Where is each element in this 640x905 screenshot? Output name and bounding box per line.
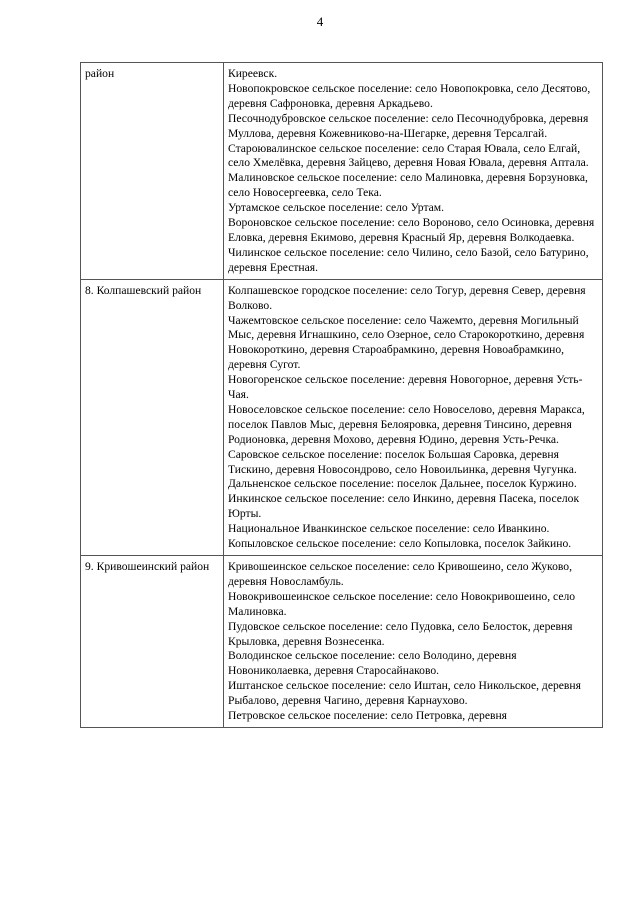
settlement-entry: Киреевск. — [228, 67, 278, 80]
district-cell: район — [81, 63, 224, 280]
settlement-entry: Новокривошеинское сельское поселение: село Новокривошеино, село Малиновка. — [228, 589, 576, 618]
settlement-entry: Инкинское сельское поселение: село Инкино, деревня Пасека, поселок Юрты. — [228, 492, 580, 521]
settlement-entry: Староювалинское сельское поселение: село Старая Ювала, село Елгай, село Хмелёвка, деревня Зайцево, деревня Новая Ювала, деревня Аптала. — [228, 141, 589, 170]
district-cell: 9. Кривошеинский район — [81, 556, 224, 728]
table-row — [81, 556, 603, 728]
settlement-entry: Малиновское сельское поселение: село Малиновка, деревня Борзуновка, село Новосергеевка, село Тека. — [228, 171, 588, 200]
table-row — [81, 63, 603, 280]
page-number: 4 — [316, 14, 324, 29]
settlement-entry: Вороновское сельское поселение: село Вороново, село Осиновка, деревня Еловка, деревня Екимово, деревня Красный Яр, деревня Волкодаевка. — [228, 216, 595, 244]
settlement-entry: Кривошеинское сельское поселение: село Кривошеино, село Жуково, деревня Новосламбуль. — [228, 560, 572, 588]
settlement-entry: Новоселовское сельское поселение: село Новоселово, деревня Маракса, поселок Павлов Мыс, деревня Белояровка, деревня Тинсино, деревня Родионовка, деревня Мохово, деревня Юдино, деревня Усть-Речка. — [228, 402, 585, 446]
settlement-entry: Пудовское сельское поселение: село Пудовка, село Белосток, деревня Крыловка, деревня Вознесенка. — [228, 619, 573, 648]
settlement-entry: Чилинское сельское поселение: село Чилино, село Базой, село Батурино, деревня Ерестная. — [228, 245, 589, 274]
settlement-entry: Колпашевское городское поселение: село Тогур, деревня Север, деревня Волково. — [228, 283, 586, 312]
settlement-entry: Национальное Иванкинское сельское поселение: село Иванкино. — [228, 522, 550, 536]
settlement-entry: Дальненское сельское поселение: поселок Дальнее, поселок Куржино. — [228, 477, 577, 491]
settlements-cell — [224, 63, 603, 280]
settlement-entry: Иштанское сельское поселение: село Иштан, село Никольское, деревня Рыбалово, деревня Чагино, деревня Карнаухово. — [228, 679, 581, 708]
table-row — [81, 279, 603, 555]
settlement-entry: Копыловское сельское поселение: село Копыловка, поселок Зайкино. — [228, 537, 572, 551]
settlement-entry: Чажемтовское сельское поселение: село Чажемто, деревня Могильный Мыс, деревня Игнашкино, село Озерное, село Старокороткино, деревня Новокороткино, деревня Староабрамкино, деревня Новоабрамкино, деревня Сугот. — [228, 313, 585, 372]
settlement-entry: Саровское сельское поселение: поселок Большая Саровка, деревня Тискино, деревня Новосондрово, село Новоильинка, деревня Чугунка. — [228, 447, 577, 476]
settlement-entry: Володинское сельское поселение: село Володино, деревня Новониколаевка, деревня Старосайнаково. — [228, 649, 517, 678]
settlements-table — [80, 62, 603, 728]
settlement-entry: Новопокровское сельское поселение: село Новопокровка, село Десятово, деревня Сафроновка, деревня Аркадьево. — [228, 81, 591, 110]
settlement-entry: Уртамское сельское поселение: село Уртам. — [228, 201, 445, 215]
settlement-entry: Новогоренское сельское поселение: деревня Новогорное, деревня Усть-Чая. — [228, 373, 583, 402]
settlement-entry: Песочнодубровское сельское поселение: село Песочнодубровка, деревня Муллова, деревня Кожевниково-на-Шегарке, деревня Терсалгай. — [228, 111, 589, 140]
district-cell: 8. Колпашевский район — [81, 279, 224, 555]
settlements-cell — [224, 279, 603, 555]
settlements-cell — [224, 556, 603, 728]
settlement-entry: Петровское сельское поселение: село Петровка, деревня — [228, 709, 508, 723]
